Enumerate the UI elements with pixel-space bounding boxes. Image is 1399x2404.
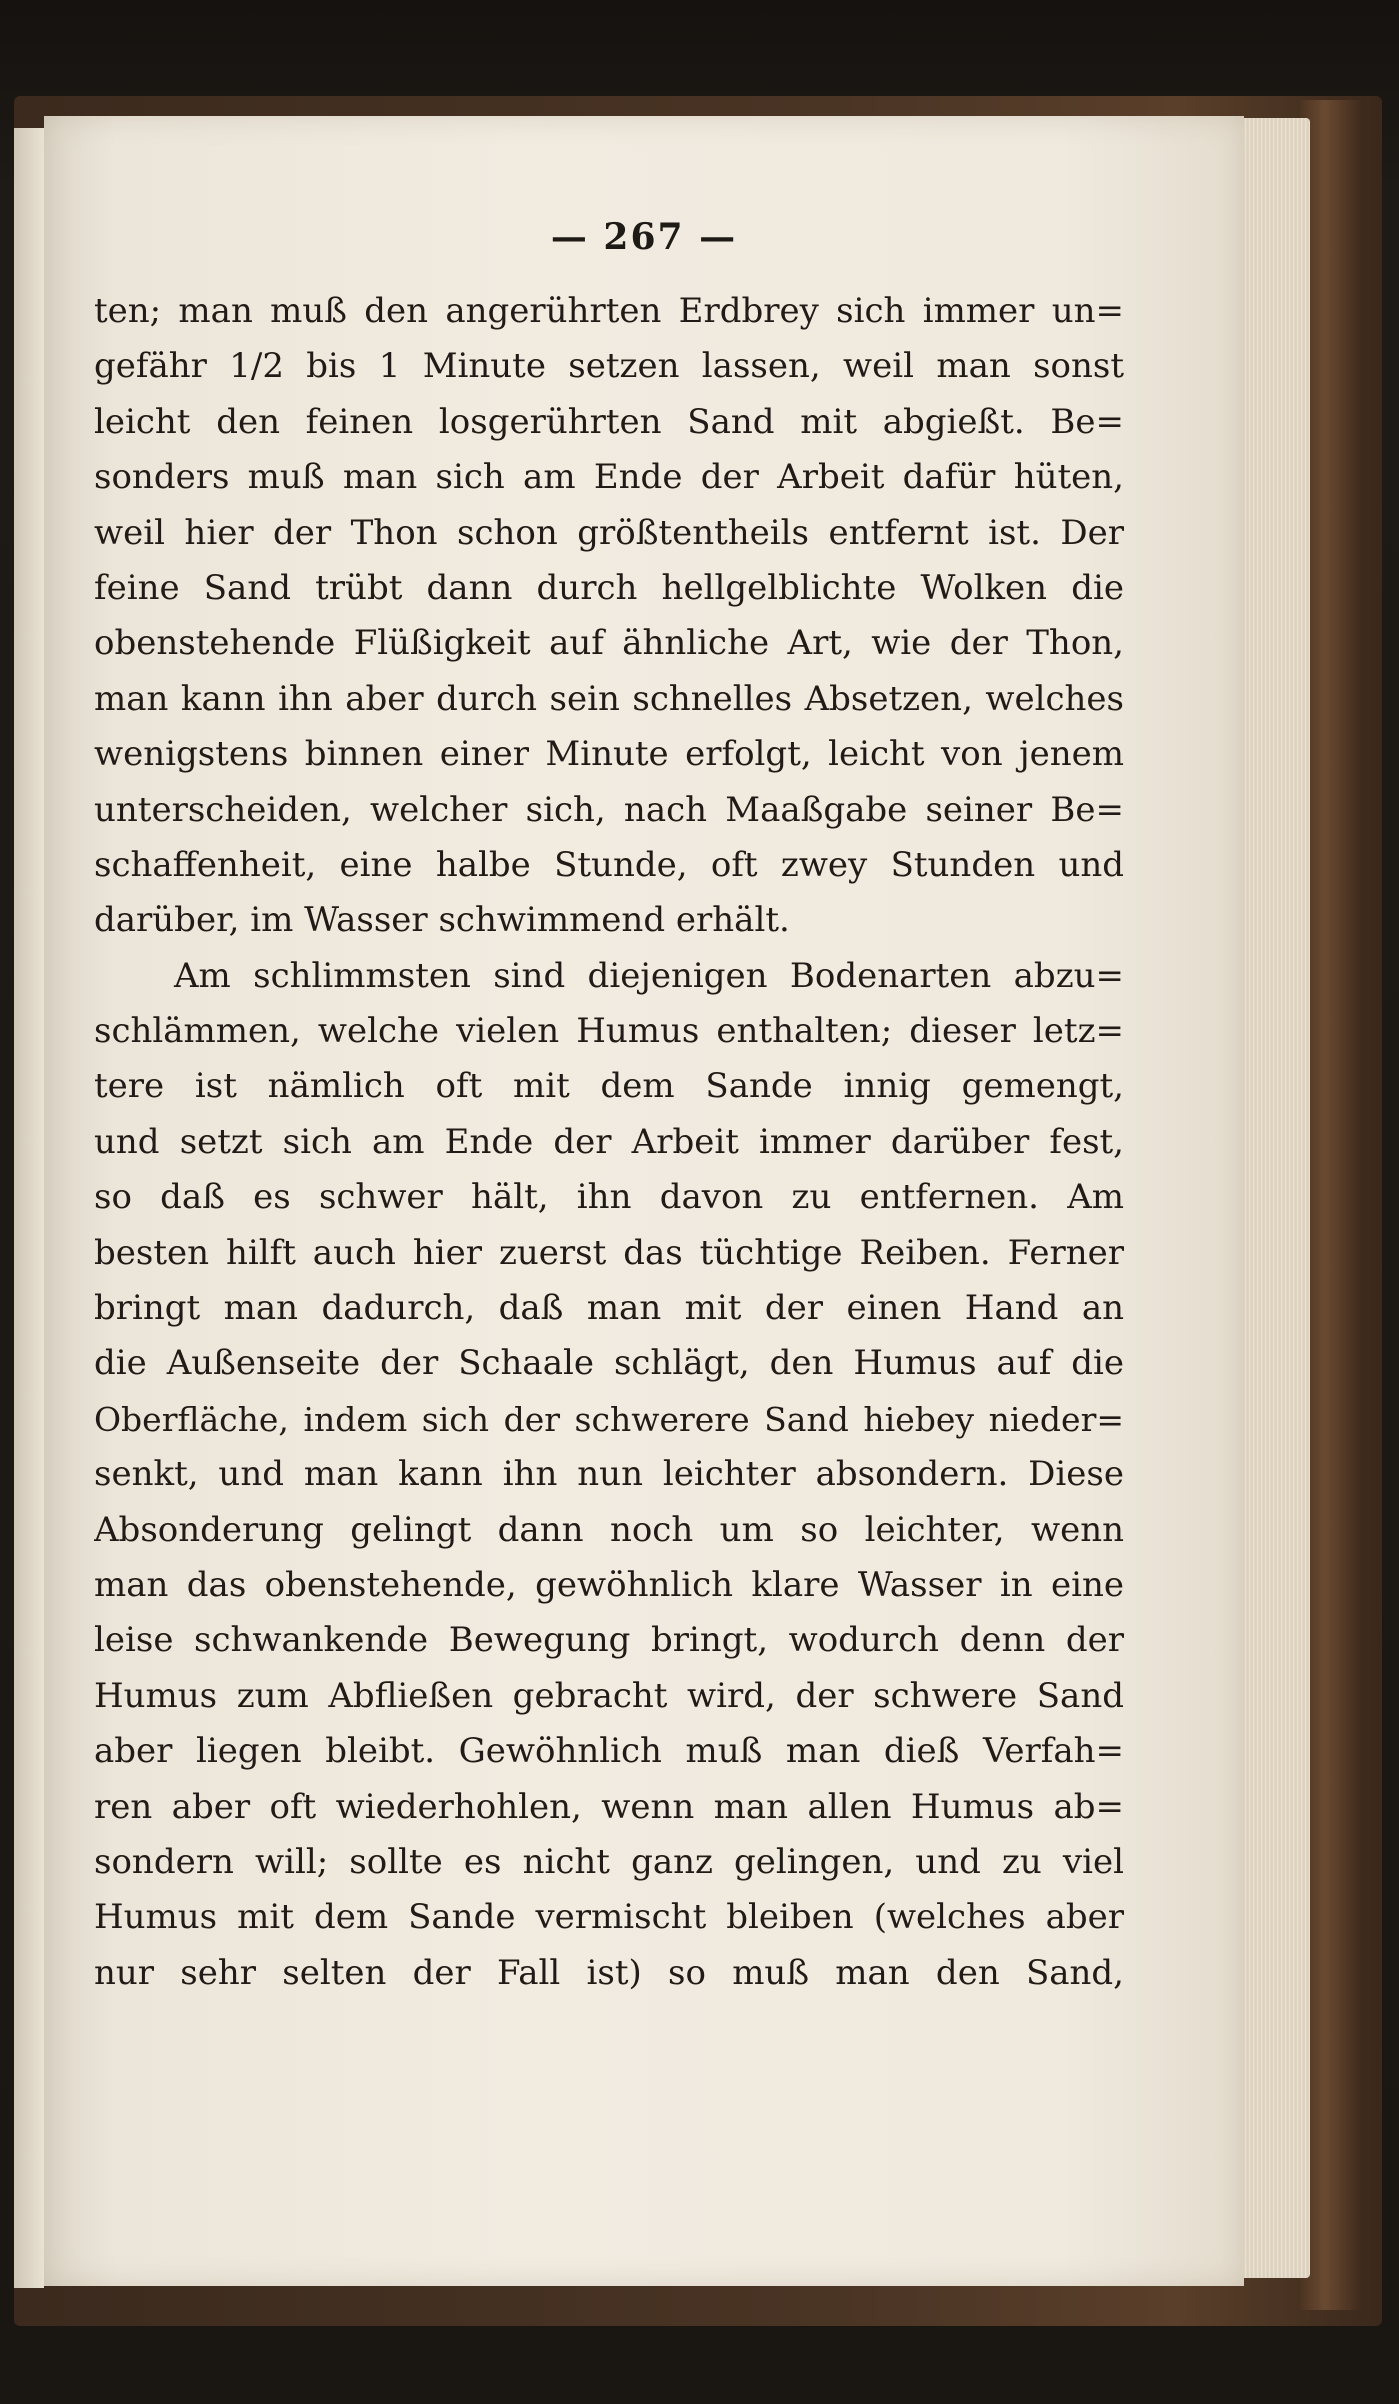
text-line: unterscheiden, welcher sich, nach Maaßgabe seiner Be= <box>94 789 1124 830</box>
text-line: gefähr 1/2 bis 1 Minute setzen lassen, weil man sonst <box>94 346 1124 387</box>
text-line: sonders muß man sich am Ende der Arbeit dafür hüten, <box>94 457 1124 498</box>
page-number: — 267 — <box>550 216 738 258</box>
text-line: Oberfläche, indem sich der schwerere Sand hiebey nieder= <box>94 1399 1124 1439</box>
text-line: leise schwankende Bewegung bringt, wodurch denn der <box>94 1620 1124 1661</box>
text-line: so daß es schwer hält, ihn davon zu entfernen. Am <box>94 1177 1124 1218</box>
text-line: feine Sand trübt dann durch hellgelblichte Wolken die <box>94 567 1124 608</box>
book-page <box>44 116 1244 2286</box>
text-line: besten hilft auch hier zuerst das tüchtige Reiben. Ferner <box>94 1232 1124 1273</box>
text-line: man kann ihn aber durch sein schnelles Absetzen, welches <box>94 678 1124 719</box>
text-line: Humus mit dem Sande vermischt bleiben (welches aber <box>94 1897 1124 1938</box>
text-line: wenigstens binnen einer Minute erfolgt, leicht von jenem <box>94 734 1124 775</box>
text-line: nur sehr selten der Fall ist) so muß man den Sand, <box>94 1952 1124 1993</box>
text-line: Humus zum Abfließen gebracht wird, der schwere Sand <box>94 1675 1124 1716</box>
text-line: ten; man muß den angerührten Erdbrey sich immer un= <box>94 291 1124 331</box>
text-line: darüber, im Wasser schwimmend erhält. <box>94 900 790 941</box>
text-line: Absonderung gelingt dann noch um so leichter, wenn <box>94 1509 1124 1550</box>
text-line: bringt man dadurch, daß man mit der einen Hand an <box>94 1288 1124 1329</box>
text-line: schlämmen, welche vielen Humus enthalten; dieser letz= <box>94 1011 1124 1052</box>
text-line: Am schlimmsten sind diejenigen Bodenarten abzu= <box>174 955 1124 996</box>
text-line: die Außenseite der Schaale schlägt, den Humus auf die <box>94 1343 1124 1384</box>
text-line: senkt, und man kann ihn nun leichter absondern. Diese <box>94 1454 1124 1495</box>
text-line: weil hier der Thon schon größtentheils entfernt ist. Der <box>94 512 1124 553</box>
text-line: ren aber oft wiederhohlen, wenn man allen Humus ab= <box>94 1786 1124 1827</box>
text-line: und setzt sich am Ende der Arbeit immer darüber fest, <box>94 1121 1124 1162</box>
facing-page-edge <box>14 128 44 2288</box>
text-line: schaffenheit, eine halbe Stunde, oft zwey Stunden und <box>94 844 1124 885</box>
text-line: obenstehende Flüßigkeit auf ähnliche Art, wie der Thon, <box>94 623 1124 664</box>
text-line: aber liegen bleibt. Gewöhnlich muß man dieß Verfah= <box>94 1731 1124 1772</box>
page-text <box>94 284 1124 2001</box>
text-line: man das obenstehende, gewöhnlich klare Wasser in eine <box>94 1564 1124 1605</box>
text-line: sondern will; sollte es nicht ganz gelingen, und zu viel <box>94 1841 1124 1882</box>
text-line: leicht den feinen losgerührten Sand mit abgießt. Be= <box>94 401 1124 442</box>
text-line: tere ist nämlich oft mit dem Sande innig gemengt, <box>94 1066 1124 1107</box>
